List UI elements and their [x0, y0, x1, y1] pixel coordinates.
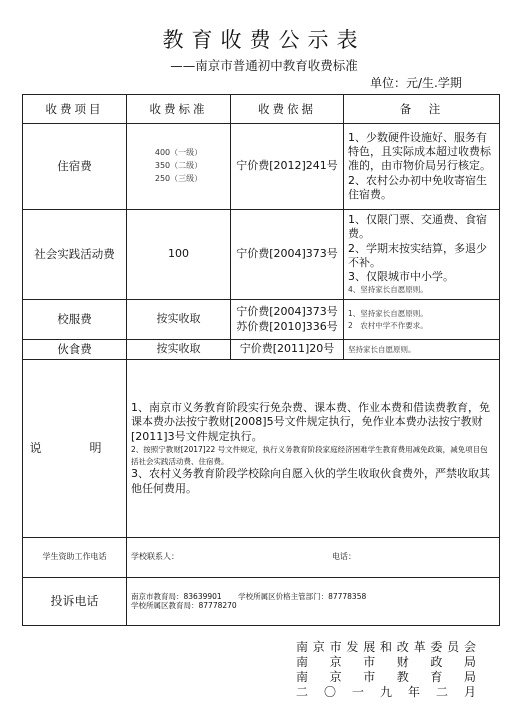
signature-line: 南京市教育局 — [296, 670, 476, 684]
signature-block — [296, 640, 476, 700]
table-row — [23, 340, 500, 360]
school-contact-label: 学校联系人： — [131, 552, 179, 562]
fee-basis: 宁价费[2004]373号 — [231, 210, 344, 300]
fee-item: 社会实践活动费 — [23, 210, 127, 300]
signature-line: 南京市财政局 — [296, 655, 476, 669]
page-subtitle: ——南京市普通初中教育收费标准 — [170, 58, 358, 73]
basis-line: 宁价费[2004]373号 — [236, 305, 338, 319]
complaint-row — [23, 577, 500, 625]
signature-line: 南京市发展和改革委员会 — [296, 640, 476, 654]
standard-line: 250（三级） — [154, 173, 203, 183]
standard-line: 350（二级） — [154, 161, 203, 171]
note-line: 3、仅限城市中小学。 — [348, 270, 454, 284]
explanation-para: 1、南京市义务教育阶段实行免杂费、课本费、作业本费和借读费教育，免课本费办法按宁教财[2008]5号文件规定执行，免作业本费办法按宁教财[2011]3号文件规定执行。 — [131, 401, 490, 443]
table-row — [23, 300, 500, 340]
note-line: 2、学期末按实结算，多退少不补。 — [348, 241, 487, 269]
table-row — [23, 124, 500, 210]
fee-item: 伙食费 — [23, 340, 127, 360]
note-line: 1、少数硬件设施好、服务有特色，且实际成本超过收费标准的，由市物价局另行核定。 — [348, 130, 491, 173]
city-edu-phone: 南京市教育局：83639901 — [131, 591, 222, 601]
aid-label: 学生资助工作电话 — [23, 537, 127, 577]
header-item: 收费项目 — [23, 95, 127, 124]
page-title: 教育收费公示表 — [162, 28, 366, 52]
fee-basis: 宁价费[2011]20号 — [231, 340, 344, 360]
header-standard: 收费标准 — [127, 95, 231, 124]
fee-standard: 100 — [127, 210, 231, 300]
note-line: 1、仅限门票、交通费、食宿费。 — [348, 212, 487, 241]
price-dept-phone: 学校所属区价格主管部门：87778358 — [238, 591, 367, 601]
fee-table — [22, 94, 500, 626]
fee-notes — [344, 124, 500, 210]
explanation-label: 说 明 — [23, 359, 127, 537]
table-header-row — [23, 95, 500, 124]
unit-label: 单位：元/生.学期 — [370, 76, 462, 90]
note-line: 坚持家长自愿原则。 — [348, 345, 416, 355]
explanation-para: 3、农村义务教育阶段学校除向自愿入伙的学生收取伙食费外，严禁收取其他任何费用。 — [131, 467, 490, 495]
fee-basis: 宁价费[2012]241号 — [231, 124, 344, 210]
fee-standard: 按实收取 — [127, 300, 231, 340]
fee-standard: 按实收取 — [127, 340, 231, 360]
basis-line: 苏价费[2010]336号 — [236, 319, 338, 333]
table-row — [23, 210, 500, 300]
fee-basis — [231, 300, 344, 340]
fee-notes — [344, 340, 500, 360]
aid-phone-label: 电话： — [332, 552, 356, 562]
note-line: 4、坚持家长自愿原则。 — [348, 285, 428, 295]
signature-date: 二〇一九年二月 — [296, 685, 476, 699]
note-line: 1、坚持家长自愿原则。 — [348, 308, 428, 318]
explanation-para: 2、按照宁教财[2017]22 号文件规定，执行义务教育阶段家庭经济困难学生教育费用减免政策，减免项目包括社会实践活动费、住宿费。 — [131, 444, 488, 466]
header-notes: 备 注 — [344, 95, 500, 124]
explanation-row — [23, 359, 500, 537]
complaint-body — [127, 577, 500, 625]
fee-notes — [344, 210, 500, 300]
district-edu-phone: 学校所属区教育局：87778270 — [131, 601, 237, 611]
standard-line: 400（一级） — [154, 148, 203, 158]
complaint-label: 投诉电话 — [23, 577, 127, 625]
fee-item: 校服费 — [23, 300, 127, 340]
aid-row — [23, 537, 500, 577]
note-line: 2 农村中学不作要求。 — [348, 320, 428, 330]
fee-item: 住宿费 — [23, 124, 127, 210]
note-line: 2、农村公办初中免收寄宿生住宿费。 — [348, 173, 487, 201]
aid-contact — [127, 537, 500, 577]
explanation-body — [127, 359, 500, 537]
fee-standard — [127, 124, 231, 210]
fee-notes — [344, 300, 500, 340]
header-basis: 收费依据 — [231, 95, 344, 124]
